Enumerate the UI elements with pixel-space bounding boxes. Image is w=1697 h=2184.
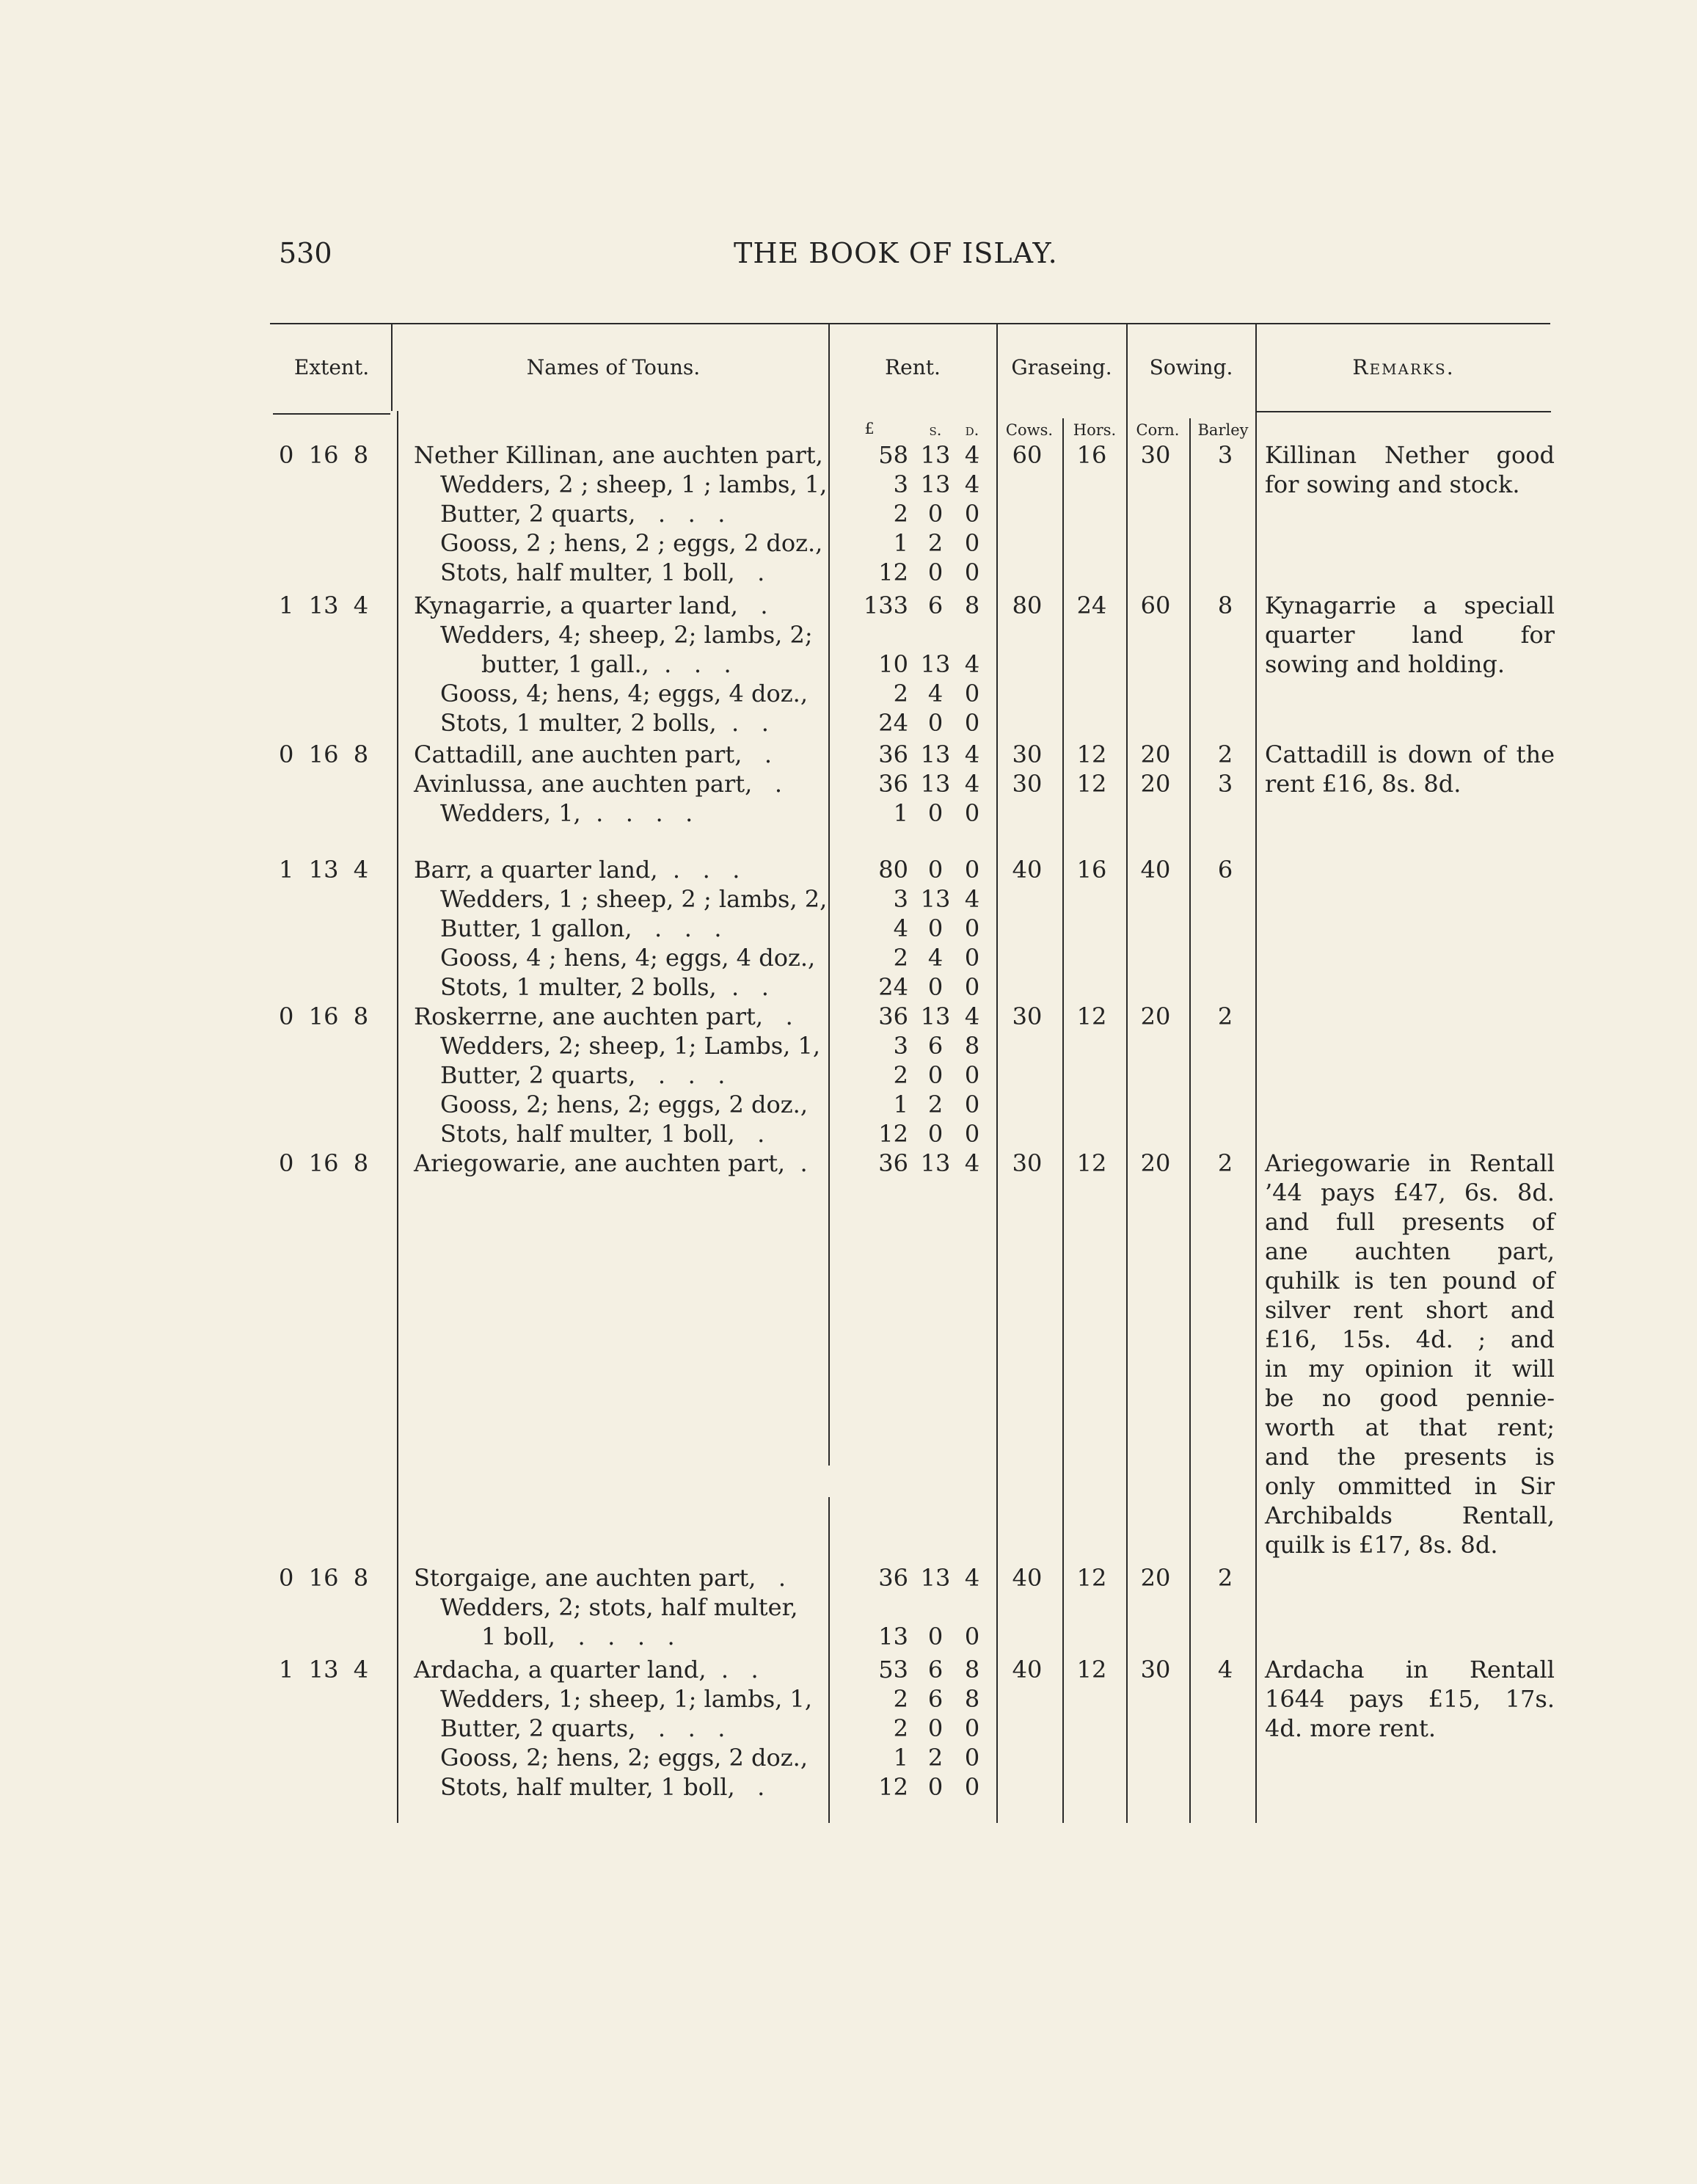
hors-value: 12 [1076, 1002, 1107, 1030]
table-row [0, 1563, 1697, 1592]
rent-shillings: 13 [920, 1002, 951, 1030]
cows-value: 30 [1012, 770, 1043, 798]
rent-pounds: 12 [878, 1120, 908, 1148]
extent-value: 1 13 4 [279, 1656, 369, 1684]
rent-pence: 0 [964, 529, 980, 557]
header-names: Names of Touns. [526, 355, 701, 379]
remark-line: and full presents of [1265, 1208, 1555, 1236]
rent-pence: 0 [964, 1773, 980, 1801]
rent-shillings: 13 [920, 650, 951, 678]
cows-value: 30 [1012, 1149, 1043, 1177]
rent-pounds: 3 [893, 885, 908, 913]
toun-name: Butter, 2 quarts, . . . [440, 1714, 726, 1742]
barley-value: 6 [1217, 856, 1233, 884]
remark-line: Cattadill is down of the [1265, 740, 1555, 768]
rent-pence: 0 [964, 1714, 980, 1742]
cows-value: 30 [1012, 740, 1043, 768]
table-row [0, 1592, 1697, 1622]
rent-pounds: 1 [893, 799, 908, 827]
hors-value: 16 [1076, 441, 1107, 469]
rent-shillings: 13 [920, 441, 951, 469]
hors-value: 12 [1076, 1149, 1107, 1177]
hors-value: 24 [1076, 592, 1107, 619]
cows-value: 40 [1012, 856, 1043, 884]
table-row [0, 1743, 1697, 1772]
toun-name: Wedders, 2 ; sheep, 1 ; lambs, 1, [440, 470, 828, 498]
rent-pounds: 1 [893, 1744, 908, 1772]
rent-pence: 4 [964, 770, 980, 798]
remark [1265, 440, 1555, 499]
corn-value: 30 [1140, 1656, 1171, 1684]
table-row [0, 884, 1697, 914]
rent-shillings: 0 [927, 799, 944, 827]
remark-line: silver rent short and [1265, 1296, 1555, 1324]
rent-shillings: 2 [927, 529, 944, 557]
rent-pence: 4 [964, 1564, 980, 1592]
rent-shillings: 13 [920, 1564, 951, 1592]
extent-value: 1 13 4 [279, 856, 369, 884]
rent-pence: 0 [964, 944, 980, 972]
rent-pounds: 36 [878, 1149, 908, 1177]
toun-name: Wedders, 1; sheep, 1; lambs, 1, [440, 1685, 812, 1713]
table-row [0, 1031, 1697, 1060]
toun-name: Ardacha, a quarter land, . . [414, 1656, 759, 1684]
remark-line: be no good pennie- [1265, 1384, 1555, 1412]
cows-value: 80 [1012, 592, 1043, 619]
header-remarks: Remarks. [1352, 355, 1455, 379]
toun-name: Butter, 2 quarts, . . . [440, 1061, 726, 1089]
table-row [0, 499, 1697, 528]
rent-pounds: 3 [893, 1032, 908, 1060]
table-row [0, 914, 1697, 943]
table-row [0, 528, 1697, 558]
rent-pence: 0 [964, 973, 980, 1001]
page-number: 530 [279, 237, 332, 269]
toun-name: Nether Killinan, ane auchten part, [414, 441, 823, 469]
corn-value: 20 [1140, 770, 1171, 798]
barley-value: 2 [1217, 1149, 1233, 1177]
rent-pounds: 10 [878, 650, 908, 678]
rent-pounds: 2 [893, 680, 908, 707]
table-row [0, 708, 1697, 738]
rent-shillings: 6 [927, 1032, 944, 1060]
remark [1265, 740, 1555, 798]
table-row [0, 1119, 1697, 1149]
barley-value: 3 [1217, 770, 1233, 798]
toun-name: Stots, 1 multer, 2 bolls, . . [440, 709, 769, 737]
table-row [0, 1622, 1697, 1651]
table-row [0, 679, 1697, 708]
toun-name: butter, 1 gall., . . . [481, 650, 731, 678]
extent-value: 0 16 8 [279, 1002, 369, 1030]
rent-pence: 0 [964, 1623, 980, 1650]
rent-pence: 0 [964, 914, 980, 942]
table-row [0, 855, 1697, 884]
rent-shillings: 0 [927, 1714, 944, 1742]
rent-shillings: 6 [927, 1656, 944, 1684]
remark [1265, 1655, 1555, 1743]
header-sowing: Sowing. [1149, 355, 1233, 379]
rent-pence: 0 [964, 709, 980, 737]
table-row [0, 1090, 1697, 1119]
remark-line: in my opinion it will [1265, 1355, 1555, 1383]
toun-name: Gooss, 2; hens, 2; eggs, 2 doz., [440, 1091, 808, 1118]
rent-pence: 0 [964, 856, 980, 884]
rent-shillings: 0 [927, 1623, 944, 1650]
table-row [0, 1772, 1697, 1802]
remark-line: quarter land for [1265, 621, 1555, 649]
rent-shillings: 0 [927, 1120, 944, 1148]
remark-line: and the presents is [1265, 1443, 1555, 1471]
header-graseing: Graseing. [1011, 355, 1112, 379]
barley-value: 2 [1217, 740, 1233, 768]
rent-shillings: 4 [927, 944, 944, 972]
remark [1265, 1149, 1555, 1559]
rent-pounds: 36 [878, 1002, 908, 1030]
rent-pounds: 4 [893, 914, 908, 942]
rent-shillings: 4 [927, 680, 944, 707]
table-top-rule [270, 323, 1550, 324]
cows-value: 40 [1012, 1564, 1043, 1592]
remark-line: Killinan Nether good [1265, 441, 1555, 469]
rent-shillings: 0 [927, 1061, 944, 1089]
rent-pence: 4 [964, 441, 980, 469]
rent-shillings: 6 [927, 592, 944, 619]
remark-line: Ardacha in Rentall [1265, 1656, 1555, 1684]
extent-value: 0 16 8 [279, 1564, 369, 1592]
subheader-corn: Corn. [1136, 421, 1180, 439]
remark-line: £16, 15s. 4d. ; and [1265, 1325, 1555, 1353]
rent-pence: 4 [964, 470, 980, 498]
hors-value: 16 [1076, 856, 1107, 884]
rent-pence: 0 [964, 1091, 980, 1118]
table-row [0, 943, 1697, 972]
corn-value: 60 [1140, 592, 1171, 619]
rent-pounds: 2 [893, 944, 908, 972]
toun-name: Wedders, 4; sheep, 2; lambs, 2; [440, 621, 813, 649]
toun-name: Ariegowarie, ane auchten part, . [414, 1149, 808, 1177]
subheader-pounds: £ [864, 420, 875, 437]
corn-value: 40 [1140, 856, 1171, 884]
rent-pence: 4 [964, 650, 980, 678]
barley-value: 2 [1217, 1564, 1233, 1592]
rent-shillings: 0 [927, 914, 944, 942]
rent-shillings: 0 [927, 973, 944, 1001]
remark-line: Ariegowarie in Rentall [1265, 1149, 1555, 1177]
subheader-hors: Hors. [1073, 421, 1117, 439]
cows-value: 30 [1012, 1002, 1043, 1030]
rent-pounds: 2 [893, 1685, 908, 1713]
toun-name: Wedders, 1, . . . . [440, 799, 693, 827]
table-row [0, 972, 1697, 1002]
rent-shillings: 2 [927, 1744, 944, 1772]
remark-line: for sowing and stock. [1265, 470, 1520, 498]
rent-pounds: 36 [878, 1564, 908, 1592]
rent-pounds: 24 [878, 973, 908, 1001]
remark-line: Kynagarrie a speciall [1265, 592, 1555, 619]
corn-value: 20 [1140, 1564, 1171, 1592]
rent-pence: 0 [964, 558, 980, 586]
rent-pence: 4 [964, 1002, 980, 1030]
toun-name: Stots, half multer, 1 boll, . [440, 558, 765, 586]
rent-pounds: 12 [878, 558, 908, 586]
rent-shillings: 0 [927, 500, 944, 528]
rent-pounds: 36 [878, 770, 908, 798]
corn-value: 30 [1140, 441, 1171, 469]
toun-name: Gooss, 2 ; hens, 2 ; eggs, 2 doz., [440, 529, 823, 557]
rent-pence: 8 [964, 1685, 980, 1713]
rent-shillings: 0 [927, 856, 944, 884]
table-row [0, 558, 1697, 587]
toun-name: Wedders, 2; stots, half multer, [440, 1593, 798, 1621]
toun-name: Kynagarrie, a quarter land, . [414, 592, 768, 619]
rent-shillings: 13 [920, 770, 951, 798]
toun-name: Cattadill, ane auchten part, . [414, 740, 773, 768]
subheader-cows: Cows. [1005, 421, 1054, 439]
running-head: THE BOOK OF ISLAY. [734, 237, 1058, 269]
rent-pounds: 1 [893, 529, 908, 557]
remark-line: sowing and holding. [1265, 650, 1506, 678]
corn-value: 20 [1140, 1002, 1171, 1030]
toun-name: Butter, 2 quarts, . . . [440, 500, 726, 528]
remark-line: only ommitted in Sir [1265, 1472, 1555, 1500]
toun-name: Butter, 1 gallon, . . . [440, 914, 722, 942]
toun-name: Gooss, 2; hens, 2; eggs, 2 doz., [440, 1744, 808, 1772]
rent-pounds: 24 [878, 709, 908, 737]
toun-name: Gooss, 4 ; hens, 4; eggs, 4 doz., [440, 944, 816, 972]
rent-pounds: 53 [878, 1656, 908, 1684]
rent-shillings: 0 [927, 709, 944, 737]
rent-shillings: 13 [920, 740, 951, 768]
header-bottom-rule-right [1256, 411, 1551, 412]
barley-value: 4 [1217, 1656, 1233, 1684]
rent-pence: 8 [964, 1656, 980, 1684]
toun-name: Avinlussa, ane auchten part, . [414, 770, 783, 798]
rent-pence: 0 [964, 799, 980, 827]
toun-name: Stots, half multer, 1 boll, . [440, 1773, 765, 1801]
remark-line: quilk is £17, 8s. 8d. [1265, 1531, 1498, 1559]
subheader-barley: Barley [1197, 421, 1249, 439]
rent-pounds: 58 [878, 441, 908, 469]
rent-shillings: 6 [927, 1685, 944, 1713]
table-row [0, 798, 1697, 828]
remark-line: ane auchten part, [1265, 1237, 1555, 1265]
remark-line: ’44 pays £47, 6s. 8d. [1265, 1179, 1555, 1206]
remark-line: 1644 pays £15, 17s. [1265, 1685, 1555, 1713]
col-rule-extent [391, 324, 393, 411]
hors-value: 12 [1076, 1564, 1107, 1592]
remark-line: worth at that rent; [1265, 1413, 1555, 1441]
rent-pence: 4 [964, 740, 980, 768]
extent-value: 0 16 8 [279, 441, 369, 469]
rent-pounds: 3 [893, 470, 908, 498]
rent-pence: 0 [964, 1120, 980, 1148]
extent-value: 1 13 4 [279, 592, 369, 619]
remark-line: 4d. more rent. [1265, 1714, 1437, 1742]
remark-line: Archibalds Rentall, [1265, 1502, 1555, 1529]
toun-name: Wedders, 2; sheep, 1; Lambs, 1, [440, 1032, 820, 1060]
hors-value: 12 [1076, 1656, 1107, 1684]
extent-value: 0 16 8 [279, 1149, 369, 1177]
toun-name: Wedders, 1 ; sheep, 2 ; lambs, 2, [440, 885, 828, 913]
rent-shillings: 13 [920, 1149, 951, 1177]
rent-pence: 4 [964, 1149, 980, 1177]
rent-shillings: 13 [920, 470, 951, 498]
corn-value: 20 [1140, 740, 1171, 768]
toun-name: Roskerrne, ane auchten part, . [414, 1002, 793, 1030]
rent-pounds: 133 [863, 592, 908, 619]
extent-value: 0 16 8 [279, 740, 369, 768]
subheader-pence: d. [965, 421, 979, 439]
corn-value: 20 [1140, 1149, 1171, 1177]
cows-value: 60 [1012, 441, 1043, 469]
rent-pence: 0 [964, 500, 980, 528]
barley-value: 3 [1217, 441, 1233, 469]
rent-shillings: 2 [927, 1091, 944, 1118]
barley-value: 8 [1217, 592, 1233, 619]
rent-pounds: 12 [878, 1773, 908, 1801]
subheader-shillings: s. [929, 421, 942, 439]
header-rent: Rent. [885, 355, 941, 379]
table-row [0, 1060, 1697, 1090]
remark-line: rent £16, 8s. 8d. [1265, 770, 1461, 798]
rent-pounds: 13 [878, 1623, 908, 1650]
toun-name: Storgaige, ane auchten part, . [414, 1564, 787, 1592]
header-bottom-rule-left [273, 413, 390, 415]
rent-pounds: 36 [878, 740, 908, 768]
toun-name: Stots, 1 multer, 2 bolls, . . [440, 973, 769, 1001]
rent-shillings: 0 [927, 1773, 944, 1801]
hors-value: 12 [1076, 740, 1107, 768]
toun-name: 1 boll, . . . . [481, 1623, 675, 1650]
rent-pence: 8 [964, 1032, 980, 1060]
rent-pounds: 2 [893, 1714, 908, 1742]
rent-pence: 0 [964, 680, 980, 707]
rent-shillings: 0 [927, 558, 944, 586]
hors-value: 12 [1076, 770, 1107, 798]
rent-pounds: 2 [893, 1061, 908, 1089]
toun-name: Barr, a quarter land, . . . [414, 856, 740, 884]
rent-pounds: 80 [878, 856, 908, 884]
cows-value: 40 [1012, 1656, 1043, 1684]
header-extent: Extent. [293, 355, 370, 379]
rent-pence: 0 [964, 1061, 980, 1089]
rent-pence: 0 [964, 1744, 980, 1772]
rent-pence: 4 [964, 885, 980, 913]
remark-line: quhilk is ten pound of [1265, 1267, 1555, 1295]
table-row [0, 1002, 1697, 1031]
rent-pence: 8 [964, 592, 980, 619]
barley-value: 2 [1217, 1002, 1233, 1030]
rent-shillings: 13 [920, 885, 951, 913]
toun-name: Gooss, 4; hens, 4; eggs, 4 doz., [440, 680, 808, 707]
rent-pounds: 1 [893, 1091, 908, 1118]
rent-pounds: 2 [893, 500, 908, 528]
remark [1265, 591, 1555, 679]
toun-name: Stots, half multer, 1 boll, . [440, 1120, 765, 1148]
